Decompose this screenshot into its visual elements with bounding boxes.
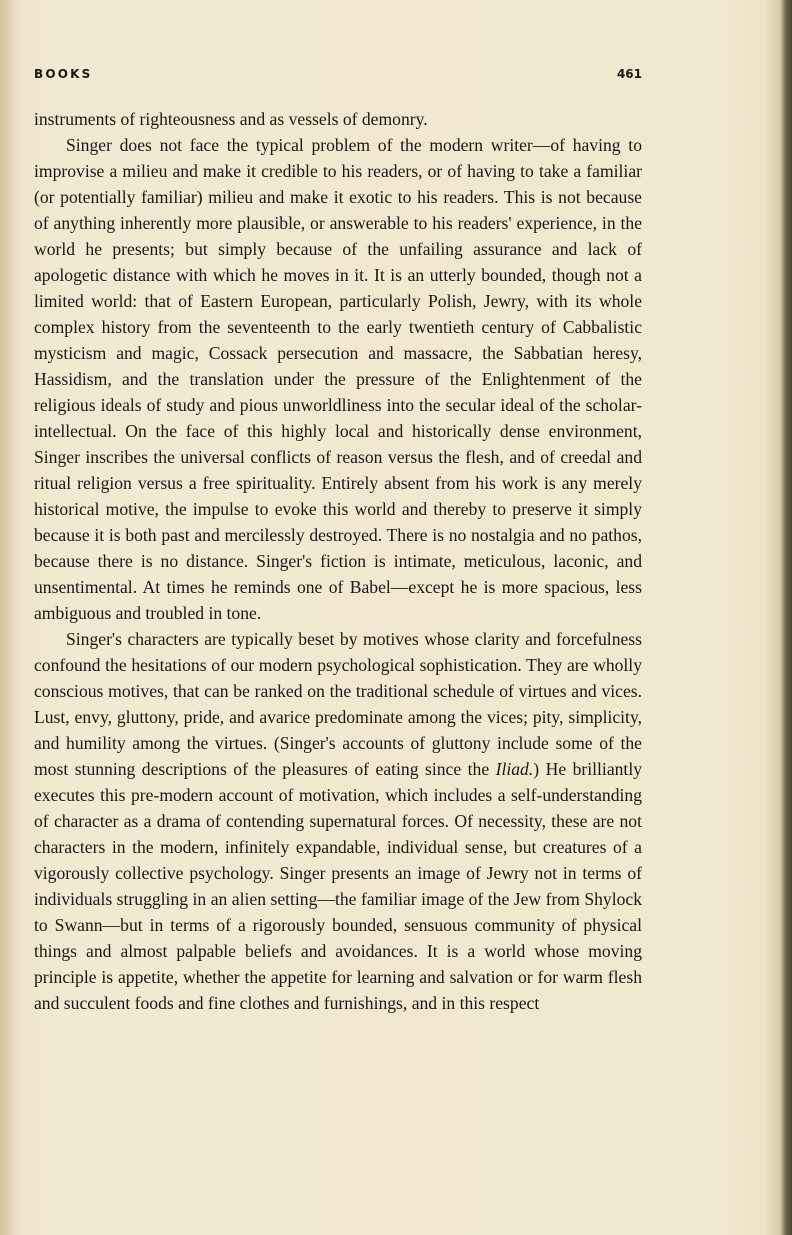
paragraph-text: Singer's characters are typically beset by motives whose clarity and forcefulness confound the hesitations of our modern psychological sophistication. They are wholly conscious motives, that can be ranked on the traditional schedule of virtues and vices. Lust, envy, gluttony, pride, and avarice predominate among the vices; pity, simplicity, and humility among the virtues. (Singer's accounts of gluttony include some of the most stunning descriptions of the pleasures of eating since the [34, 629, 642, 779]
paragraph-milieu [34, 132, 642, 626]
paragraph-continuation [34, 106, 642, 132]
paragraph-text: Singer does not face the typical problem of the modern writer—of having to improvise a milieu and make it credible to his readers, or of having to take a familiar (or potentially familiar) milieu and make it exotic to his readers. This is not because of anything inherently more plausible, or answerable to his readers' experience, in the world he presents; but simply because of the unfailing assurance and lack of apologetic distance with which he moves in it. It is an utterly bounded, though not a limited world: that of Eastern European, particularly Polish, Jewry, with its whole complex history from the seventeenth to the early twentieth century of Cabbalistic mysticism and magic, Cossack persecution and massacre, the Sabbatian heresy, Hassidism, and the translation under the pressure of the Enlightenment of the religious ideals of study and pious unworldliness into the secular ideal of the scholar-intellectual. On the face of this highly local and historically dense environment, Singer inscribes the universal conflicts of reason versus the flesh, and of creedal and ritual religion versus a free spirituality. Entirely absent from his work is any merely historical motive, the impulse to evoke this world and thereby to preserve it simply because it is both past and mercilessly destroyed. There is no nostalgia and no pathos, because there is no distance. Singer's fiction is intimate, meticulous, laconic, and unsentimental. At times he reminds one of Babel—except he is more spacious, less ambiguous and troubled in tone. [34, 135, 642, 623]
paragraph-text: ) He brilliantly executes this pre-modern account of motivation, which includes a self-understanding of character as a drama of contending supernatural forces. Of necessity, these are not characters in the modern, infinitely expandable, individual sense, but creatures of a vigorously collective psychology. Singer presents an image of Jewry not in terms of individuals struggling in an alien setting—the familiar image of the Jew from Shylock to Swann—but in terms of a rigorously bounded, sensuous community of physical things and almost palpable beliefs and avoidances. It is a world whose moving principle is appetite, whether the appetite for learning and salvation or for warm flesh and succulent foods and fine clothes and furnishings, and in this respect [34, 759, 643, 1013]
spine-shadow [0, 0, 14, 1235]
paragraph-characters [34, 626, 642, 1016]
iliad-title: Iliad. [495, 759, 534, 779]
body-text [34, 106, 642, 1016]
section-label: BOOKS [34, 67, 93, 81]
running-head [34, 67, 642, 89]
page-number: 461 [616, 67, 642, 81]
paragraph-text: instruments of righteousness and as vessels of demonry. [34, 109, 428, 129]
